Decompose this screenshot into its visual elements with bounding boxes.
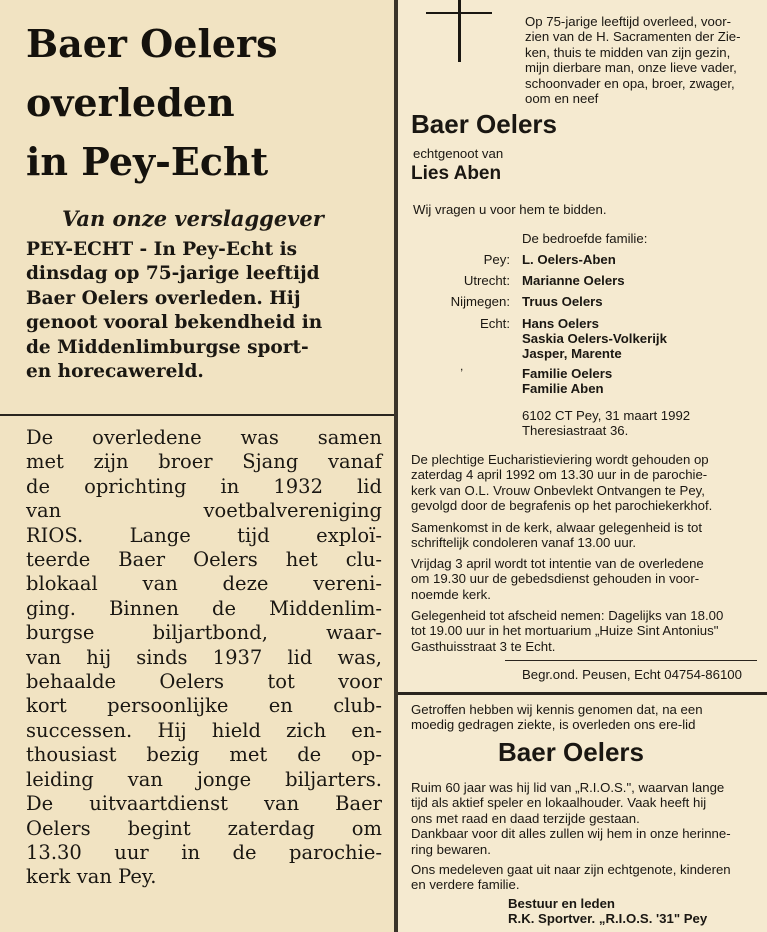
text-line: teerde Baer Oelers het clu-	[26, 548, 382, 572]
text-line: De uitvaartdienst van Baer	[26, 792, 382, 816]
text-line: mijn dierbare man, onze lieve vader,	[525, 60, 737, 76]
text-line: Gasthuisstraat 3 te Echt.	[411, 638, 556, 654]
family-member: Familie Aben	[522, 381, 604, 396]
family-place: Nijmegen:	[450, 294, 510, 309]
gathering-details	[411, 520, 763, 551]
article-divider	[0, 414, 394, 416]
text-line: schriftelijk condoleren vanaf 13.00 uur.	[411, 535, 637, 551]
text-line: behaalde Oelers tot voor	[26, 670, 382, 694]
family-member: Truus Oelers	[522, 294, 603, 309]
notice-intro	[525, 14, 763, 106]
text-line: Bestuur en leden	[508, 896, 615, 911]
family-member: Saskia Oelers-Volkerijk	[522, 331, 667, 346]
text-line: thousiast bezig met de op-	[26, 743, 382, 767]
text-line: Oelers begint zaterdag om	[26, 816, 382, 840]
text-line: tot 19.00 uur in het mortuarium „Huize Sint Antonius"	[411, 623, 719, 639]
club-sympathy	[411, 862, 763, 893]
text-line: blokaal van deze vereni-	[26, 572, 382, 596]
vigil-details	[411, 556, 763, 602]
text-line: successen. Hij hield zich en-	[26, 718, 382, 742]
text-line: leiding van jonge biljarters.	[26, 767, 382, 791]
spouse-label: echtgenoot van	[413, 146, 504, 161]
text-line: ging. Binnen de Middenlim-	[26, 596, 382, 620]
text-line: kerk van O.L. Vrouw Onbevlekt Ontvangen te Pey,	[411, 482, 705, 498]
text-line: Dankbaar voor dit alles zullen wij hem in onze herinne-	[411, 826, 731, 842]
family-member: Familie Oelers	[522, 366, 613, 381]
text-line: kort persoonlijke en club-	[26, 694, 382, 718]
family-place: Utrecht:	[463, 273, 510, 288]
text-line: Getroffen hebben wij kennis genomen dat, na een	[411, 702, 703, 717]
lead-line: dinsdag op 75-jarige leeftijd	[26, 263, 320, 285]
family-place: Echt:	[479, 316, 510, 331]
notice-rule	[505, 660, 757, 661]
text-line: moedig gedragen ziekte, is overleden ons ere-lid	[411, 717, 696, 733]
text-line: schoonvader en opa, broer, zwager,	[525, 75, 735, 91]
headline-line: in Pey-Echt	[26, 139, 269, 184]
notice-address	[522, 408, 762, 439]
text-line: om 19.30 uur de gebedsdienst gehouden in voor-	[411, 571, 700, 587]
text-line: zaterdag 4 april 1992 om 13.30 uur in de parochie-	[411, 467, 708, 483]
text-line: met zijn broer Sjang vanaf	[26, 450, 382, 474]
text-line: R.K. Sportver. „R.I.O.S. '31" Pey	[508, 911, 708, 927]
deceased-name: Baer Oelers	[411, 109, 557, 139]
text-line: gevolgd door de begrafenis op het parochiekerkhof.	[411, 498, 713, 514]
text-line: De overledene was samen	[26, 426, 382, 449]
text-line: Ons medeleven gaat uit naar zijn echtgenote, kinderen	[411, 862, 731, 877]
lead-line: de Middenlimburgse sport-	[26, 336, 309, 358]
spouse-name: Lies Aben	[411, 163, 502, 184]
text-line: en verdere familie.	[411, 877, 520, 893]
text-line: Ruim 60 jaar was hij lid van „R.I.O.S.", waarvan lange	[411, 780, 725, 795]
family-separator-mark: ,	[460, 359, 464, 373]
notice-divider	[398, 692, 767, 695]
family-place: Pey:	[483, 252, 510, 267]
article-body	[26, 426, 382, 890]
text-line: Theresiastraat 36.	[522, 423, 629, 439]
headline-line: Baer Oelers	[26, 21, 278, 66]
family-heading: De bedroefde familie:	[522, 231, 648, 246]
lead-line: genoot vooral bekendheid in	[26, 312, 323, 334]
lead-line: en horecawereld.	[26, 361, 204, 383]
article-byline: Van onze verslaggever	[62, 206, 324, 231]
text-line: Op 75-jarige leeftijd overleed, voor-	[525, 14, 731, 29]
text-line: de oprichting in 1932 lid	[26, 474, 382, 498]
family-names	[522, 294, 603, 309]
club-text	[411, 780, 763, 857]
text-line: ons met raad en daad terzijde gestaan.	[411, 810, 640, 826]
lead-line: PEY-ECHT - In Pey-Echt is	[26, 239, 298, 260]
family-member: Hans Oelers	[522, 316, 599, 331]
club-signature	[508, 896, 764, 927]
text-line: Gelegenheid tot afscheid nemen: Dagelijks van 18.00	[411, 608, 724, 623]
text-line: kerk van Pey.	[26, 865, 157, 889]
text-line: RIOS. Lange tijd exploï-	[26, 523, 382, 547]
text-line: tijd als aktief speler en lokaalhouder. Vaak heeft hij	[411, 795, 707, 811]
family-names	[522, 252, 616, 267]
family-member: Marianne Oelers	[522, 273, 625, 288]
mass-details	[411, 452, 763, 514]
club-deceased-name: Baer Oelers	[498, 737, 644, 767]
text-line: Samenkomst in de kerk, alwaar gelegenheid is tot	[411, 520, 703, 535]
text-line: zien van de H. Sacramenten der Zie-	[525, 29, 741, 45]
family-member: Jasper, Marente	[522, 346, 622, 361]
lead-line: Baer Oelers overleden. Hij	[26, 287, 301, 309]
headline-line: overleden	[26, 80, 235, 125]
text-line: oom en neef	[525, 91, 599, 107]
text-line: burgse biljartbond, waar-	[26, 621, 382, 645]
cross-icon	[458, 0, 461, 62]
undertaker: Begr.ond. Peusen, Echt 04754-86100	[522, 667, 742, 682]
text-line: ring bewaren.	[411, 841, 491, 857]
text-line: noemde kerk.	[411, 586, 491, 602]
text-line: 6102 CT Pey, 31 maart 1992	[522, 408, 691, 423]
cross-bar	[426, 12, 492, 14]
farewell-details	[411, 608, 763, 654]
text-line: 13.30 uur in de parochie-	[26, 840, 382, 864]
article-lead	[26, 238, 384, 384]
family-member: L. Oelers-Aben	[522, 252, 616, 267]
text-line: ken, thuis te midden van zijn gezin,	[525, 44, 731, 60]
club-intro	[411, 702, 763, 733]
text-line: De plechtige Eucharistieviering wordt gehouden op	[411, 452, 709, 467]
article-headline	[26, 14, 376, 191]
text-line: van hij sinds 1937 lid was,	[26, 645, 382, 669]
family-names	[522, 366, 612, 396]
text-line: Vrijdag 3 april wordt tot intentie van de overledene	[411, 556, 704, 571]
family-names	[522, 273, 625, 288]
text-line: van voetbalvereniging	[26, 499, 382, 523]
prayer-request: Wij vragen u voor hem te bidden.	[413, 202, 607, 217]
family-names	[522, 316, 667, 361]
